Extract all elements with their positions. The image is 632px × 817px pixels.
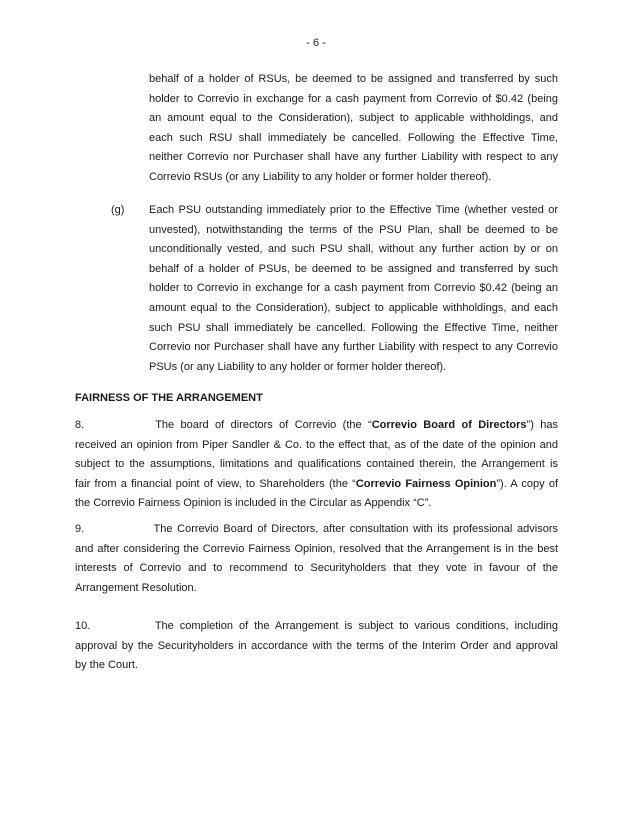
text-segment: The completion of the Arrangement is subject to various conditions, including — [154, 620, 558, 632]
text-line: behalf of a holder of RSUs, be deemed to be assigned and transferred by such — [149, 73, 558, 85]
paragraph-8 — [75, 416, 558, 514]
text-line: neither Correvio nor Purchaser shall have any further Liability with respect to any — [149, 151, 558, 164]
text-line: holder to Correvio in exchange for a cash payment from Correvio $0.42 (being an — [149, 282, 558, 295]
section-heading: FAIRNESS OF THE ARRANGEMENT — [75, 392, 263, 404]
text-line: by the Court. — [75, 659, 138, 672]
paragraph-10 — [75, 617, 558, 676]
text-line — [75, 416, 558, 436]
text-line: approval by the Securityholders in accordance with the terms of the Interim Order and approval — [75, 639, 558, 652]
text-line: unconditionally vested, and such PSU shall, without any further action by or on — [149, 243, 558, 256]
paragraph-number: 8. — [75, 419, 85, 431]
text-line: unvested), notwithstanding the terms of the PSU Plan, shall be deemed to be — [149, 223, 558, 236]
paragraph-number: 9. — [75, 523, 85, 535]
text-line: Correvio nor Purchaser shall have any further Liability with respect to any Correvio — [149, 341, 558, 354]
text-segment: The Correvio Board of Directors, after consultation with its professional advisors — [153, 523, 559, 535]
item-g-text — [149, 201, 558, 377]
text-line: Arrangement Resolution. — [75, 581, 197, 594]
text-line: an amount equal to the Consideration), subject to applicable withholdings, and — [149, 112, 558, 125]
paragraph-number: 10. — [75, 620, 91, 632]
text-line: interests of Correvio and to recommend to Securityholders that they vote in favour of the — [75, 562, 558, 575]
text-line: such PSU shall immediately be cancelled. Following the Effective Time, neither — [149, 321, 558, 334]
text-line: and after considering the Correvio Fairness Opinion, resolved that the Arrangement is in the best — [75, 542, 558, 555]
text-segment: ”). A copy of — [496, 477, 559, 490]
text-line: behalf of a holder of PSUs, be deemed to be assigned and transferred by such — [149, 262, 558, 275]
item-g-label: (g) — [111, 204, 125, 216]
text-line: Each PSU outstanding immediately prior to the Effective Time (whether vested or — [149, 204, 558, 216]
item-f-continuation — [149, 70, 558, 188]
text-segment: The board of directors of Correvio (the “ — [155, 419, 372, 431]
page-number: - 6 - — [306, 37, 326, 49]
text-line: holder to Correvio in exchange for a cash payment from Correvio of $0.42 (being — [149, 92, 558, 105]
text-line: each such RSU shall immediately be cancelled. Following the Effective Time, — [149, 131, 558, 144]
text-line — [75, 617, 558, 637]
defined-term: Correvio Board of Directors — [371, 419, 527, 431]
text-segment: fair from a financial point of view, to Shareholders (the “ — [75, 477, 356, 490]
text-line: PSUs (or any Liability to any holder or former holder thereof). — [149, 360, 447, 373]
text-line: received an opinion from Piper Sandler & Co. to the effect that, as of the date of the opinion and — [75, 438, 558, 451]
defined-term: Correvio Fairness Opinion — [355, 477, 497, 490]
text-line: Correvio RSUs (or any Liability to any holder or former holder thereof). — [149, 170, 492, 183]
paragraph-9 — [75, 520, 558, 598]
text-line: amount equal to the Consideration), subject to applicable withholdings, and each — [149, 301, 558, 314]
text-line — [75, 475, 558, 495]
text-segment: ”) has — [526, 419, 558, 431]
text-line: subject to the assumptions, limitations and qualifications contained therein, the Arrangement is — [75, 458, 558, 471]
text-segment — [155, 419, 558, 431]
text-line — [75, 520, 558, 540]
text-line: the Correvio Fairness Opinion is included in the Circular as Appendix “C”. — [75, 497, 432, 510]
